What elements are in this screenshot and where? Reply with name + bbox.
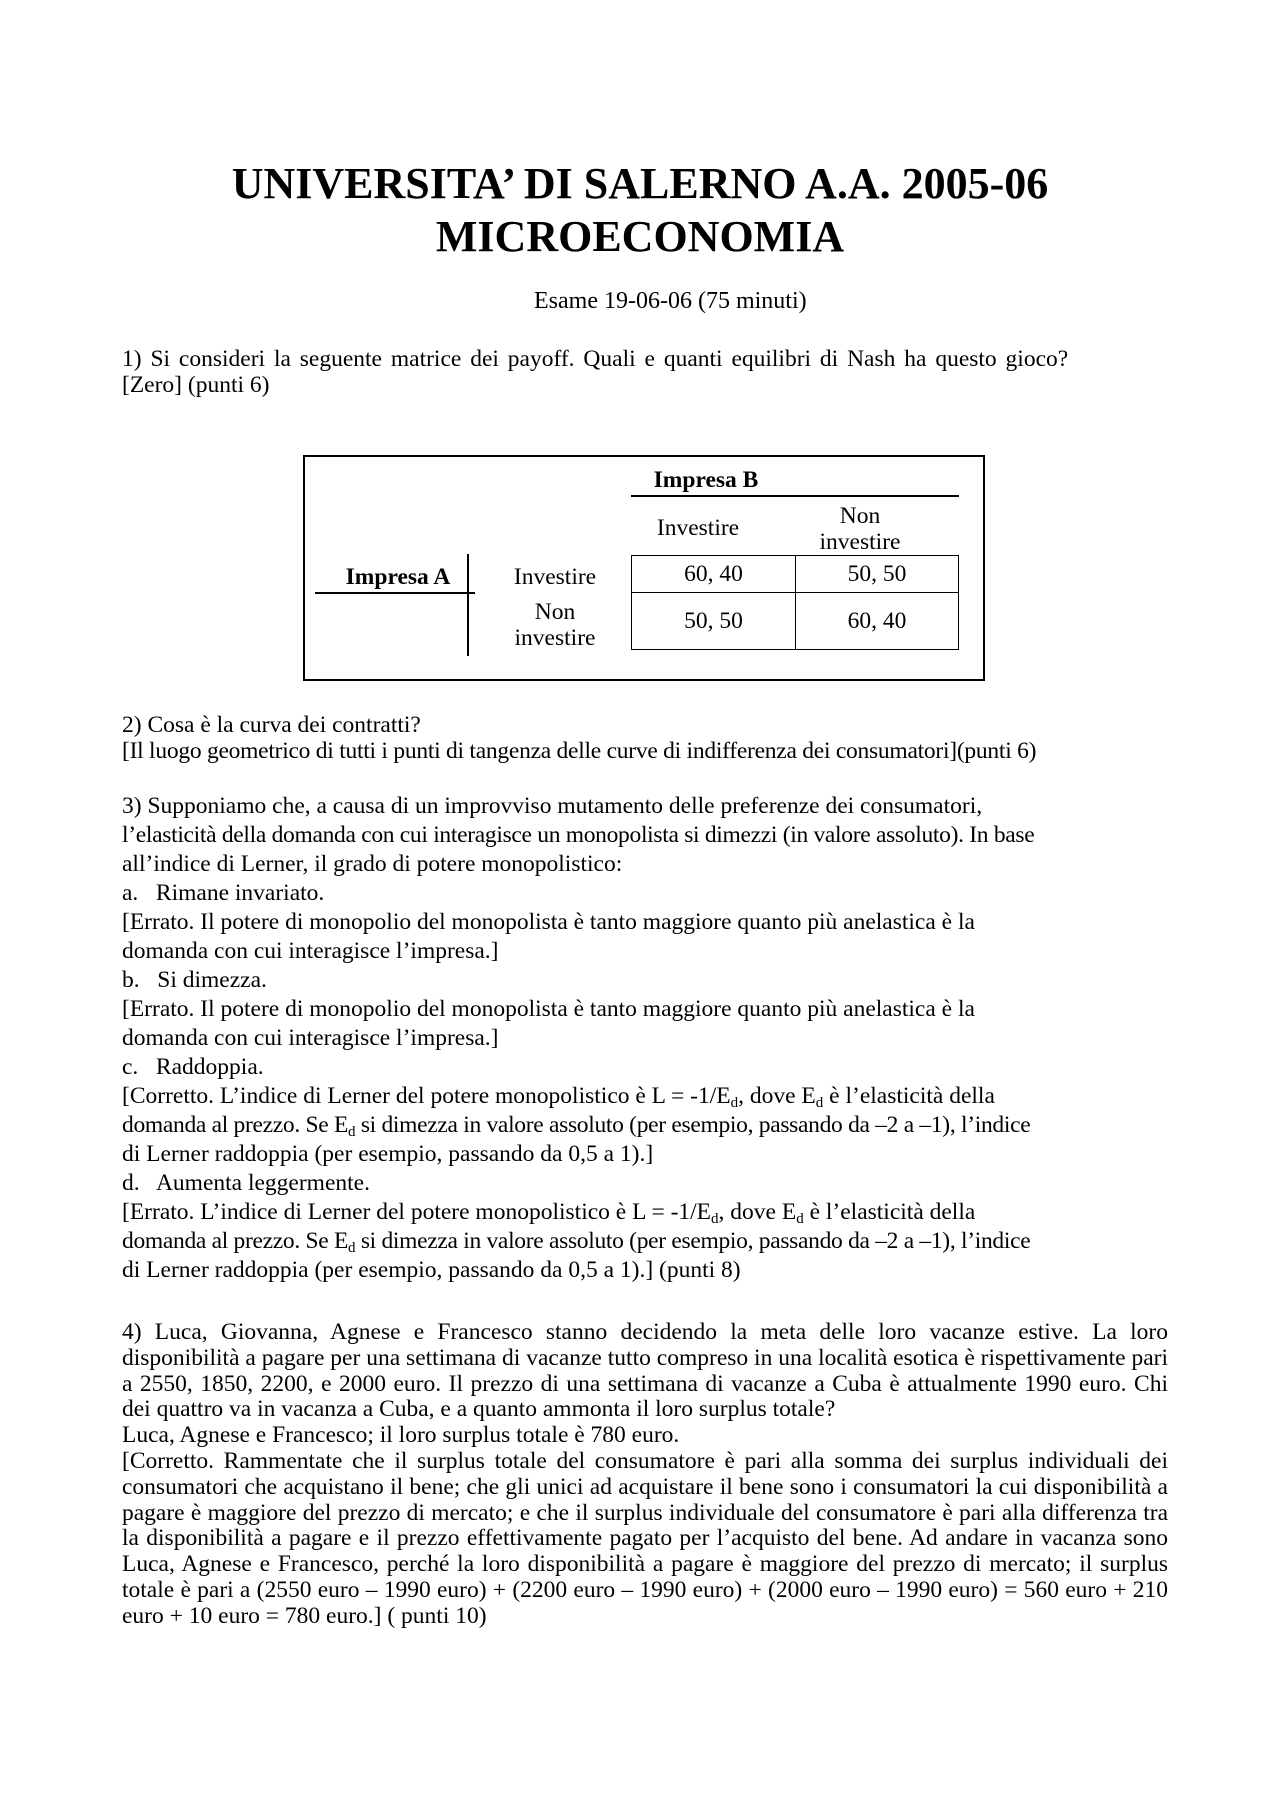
- page-title: UNIVERSITA’ DI SALERNO A.A. 2005-06: [231, 159, 1049, 208]
- option-d-feedback: di Lerner raddoppia (per esempio, passando da 0,5 a 1).] (punti 8): [122, 1257, 741, 1283]
- subscript: d: [815, 1095, 824, 1111]
- text-run: è l’elasticità della: [803, 1199, 976, 1225]
- text-run: si dimezza in valore assoluto (per esempio, passando da –2 a –1), l’indice: [355, 1228, 1031, 1254]
- text-run: è l’elasticità della: [823, 1083, 995, 1109]
- question-3-text: all’indice di Lerner, il grado di potere monopolistico:: [122, 851, 623, 877]
- question-1-text: 1) Si consideri la seguente matrice dei payoff. Quali e quanti equilibri di Nash ha questo gioco?: [122, 346, 1069, 372]
- text-run: [Errato. L’indice di Lerner del potere monopolistico è L = -1/E: [122, 1199, 712, 1225]
- subscript: d: [730, 1095, 739, 1111]
- col-non-investire-line2: investire: [819, 529, 901, 555]
- text-run: domanda al prezzo. Se E: [122, 1228, 349, 1254]
- row-non-investire-line2: investire: [514, 625, 596, 651]
- row-investire: Investire: [513, 564, 597, 590]
- question-4-explanation: [Corretto. Rammentate che il surplus totale del consumatore è pari alla somma dei surplus individuali dei consumatori che acquistano il bene; che gli unici ad acquistare il bene sono i consumatori la cui disponibilità a pagare è maggiore del prezzo di mercato; e che il surplus individuale del consumatore è pari alla differenza tra la disponibilità a pagare e il prezzo effettivamente pagato per l’acquisto del bene. Ad andare in vacanza sono Luca, Agnese e Francesco, perché la loro disponibilità a pagare è maggiore del prezzo di mercato; il surplus totale è pari a (2550 euro – 1990 euro) + (2200 euro – 1990 euro) + (2000 euro – 1990 euro) = 560 euro + 210 euro + 10 euro = 780 euro.] ( punti 10): [122, 1447, 1168, 1629]
- option-b-feedback: domanda con cui interagisce l’impresa.]: [122, 1025, 499, 1051]
- option-d-feedback: [122, 1227, 1168, 1256]
- option-c-feedback: [122, 1082, 1168, 1111]
- question-3-text: l’elasticità della domanda con cui interagisce un monopolista si dimezzi (in valore assoluto). In base: [122, 822, 1035, 848]
- payoff-cell: 60, 40: [795, 592, 959, 650]
- option-a-feedback: domanda con cui interagisce l’impresa.]: [122, 938, 499, 964]
- subscript: d: [348, 1240, 356, 1256]
- exam-info: Esame 19-06-06 (75 minuti): [534, 288, 807, 314]
- col-non-investire-line1: Non: [839, 503, 881, 529]
- question-4-text: 4) Luca, Giovanna, Agnese e Francesco stanno decidendo la meta delle loro vacanze estive. La loro disponibilità a pagare per una settimana di vacanze tutto compreso in una località esotica è rispettivamente pari a 2550, 1850, 2200, e 2000 euro. Il prezzo di una settimana di vacanze a Cuba è attualmente 1990 euro. Chi dei quattro va in vacanza a Cuba, e a quanto ammonta il loro surplus totale?: [122, 1319, 1168, 1423]
- option-d-feedback: [122, 1198, 1168, 1227]
- question-2-text: 2) Cosa è la curva dei contratti?: [122, 712, 421, 738]
- payoff-cell: 50, 50: [631, 592, 796, 650]
- payoff-cell: 50, 50: [795, 555, 959, 593]
- option-a-feedback: [Errato. Il potere di monopolio del monopolista è tanto maggiore quanto più anelastica è la: [122, 909, 975, 935]
- text-run: [Corretto. L’indice di Lerner del potere monopolistico è L = -1/E: [122, 1083, 731, 1109]
- subscript: d: [796, 1211, 804, 1227]
- row-non-investire-line1: Non: [534, 599, 576, 625]
- text-run: , dove E: [718, 1199, 797, 1225]
- col-non-investire: [785, 503, 935, 555]
- question-2: [122, 712, 1168, 764]
- question-4-answer: Luca, Agnese e Francesco; il loro surplus totale è 780 euro.: [122, 1422, 680, 1449]
- player-a-underline: [315, 592, 475, 594]
- question-3-text: 3) Supponiamo che, a causa di un improvviso mutamento delle preferenze dei consumatori,: [122, 793, 983, 819]
- text-run: , dove E: [738, 1083, 816, 1109]
- player-b-label: Impresa B: [653, 467, 759, 493]
- question-1-answer: [Zero] (punti 6): [122, 372, 270, 398]
- payoff-cell: 60, 40: [631, 555, 796, 593]
- option-c: c. Raddoppia.: [122, 1054, 264, 1080]
- option-b: b. Si dimezza.: [122, 967, 267, 993]
- player-a-label: Impresa A: [345, 564, 451, 590]
- col-investire: Investire: [656, 515, 740, 541]
- player-a-divider: [467, 554, 469, 656]
- option-d: d. Aumenta leggermente.: [122, 1170, 370, 1196]
- row-non-investire: [480, 599, 630, 651]
- question-4: [122, 1320, 1168, 1630]
- option-c-feedback: di Lerner raddoppia (per esempio, passando da 0,5 a 1).]: [122, 1141, 654, 1167]
- payoff-matrix: [303, 455, 985, 681]
- option-a: a. Rimane invariato.: [122, 880, 325, 906]
- question-2-answer: [Il luogo geometrico di tutti i punti di tangenza delle curve di indifferenza dei consumatori](punti 6): [122, 738, 1037, 764]
- course-title: MICROECONOMIA: [435, 212, 845, 261]
- text-run: domanda al prezzo. Se E: [122, 1112, 349, 1138]
- subscript: d: [348, 1124, 356, 1140]
- option-b-feedback: [Errato. Il potere di monopolio del monopolista è tanto maggiore quanto più anelastica è la: [122, 996, 975, 1022]
- subscript: d: [711, 1211, 719, 1227]
- player-b-underline: [631, 495, 959, 497]
- question-3: [122, 792, 1168, 1285]
- option-c-feedback: [122, 1111, 1168, 1140]
- question-1: [122, 346, 1168, 398]
- text-run: si dimezza in valore assoluto (per esempio, passando da –2 a –1), l’indice: [355, 1112, 1031, 1138]
